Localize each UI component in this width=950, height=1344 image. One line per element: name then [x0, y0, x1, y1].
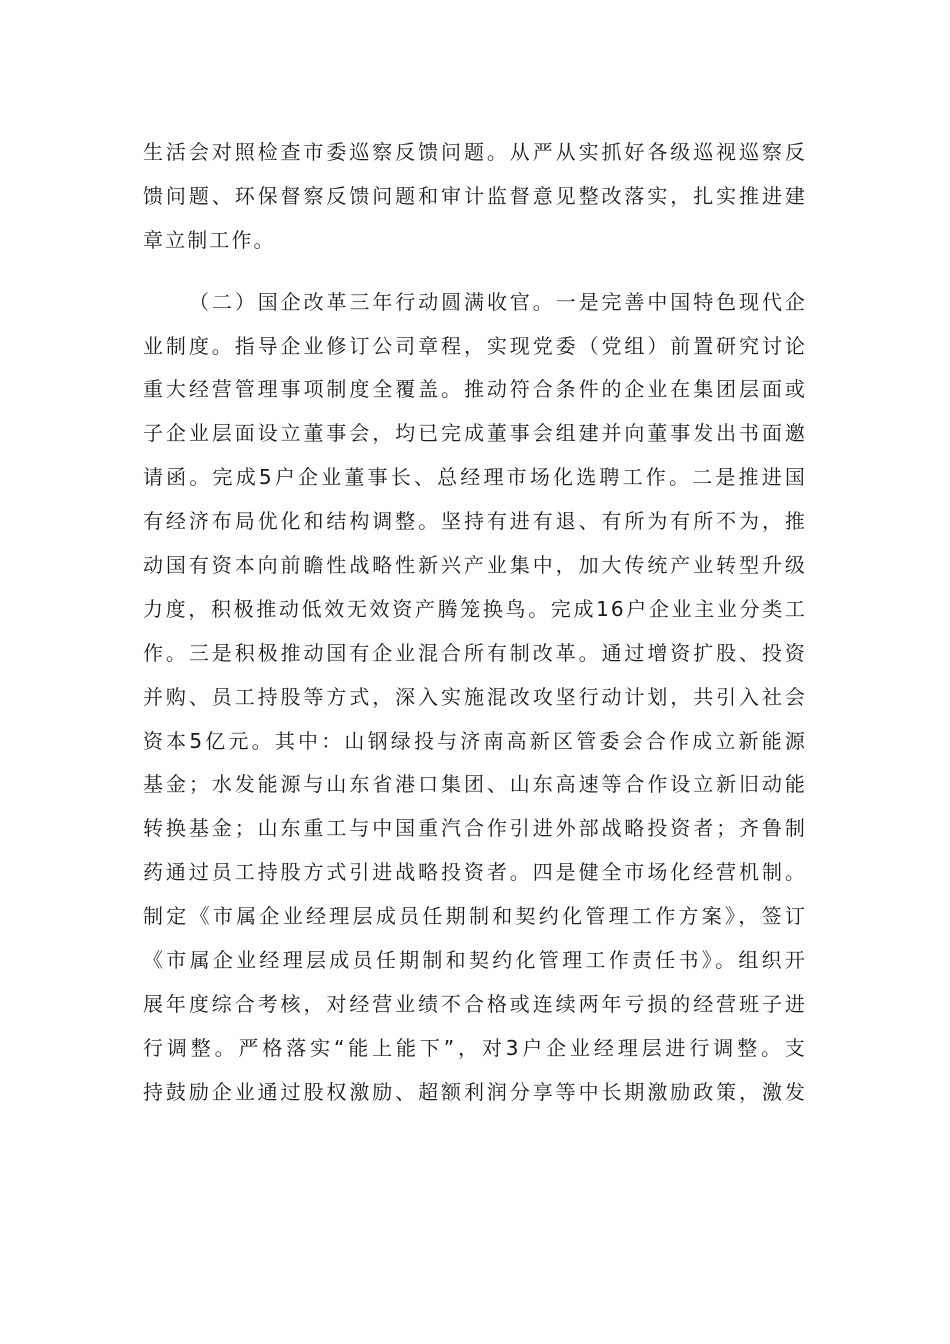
paragraph-line — [143, 1202, 807, 1246]
paragraph-line: 动国有资本向前瞻性战略性新兴产业集中，加大传统产业转型升级 — [143, 553, 807, 578]
paragraph-line: 并购、员工持股等方式，深入实施混改攻坚行动计划，共引入社会 — [143, 684, 807, 709]
paragraph-line: 业制度。指导企业修订公司章程，实现党委（党组）前置研究讨论 — [143, 333, 807, 358]
paragraph-2 — [143, 281, 807, 1290]
paragraph-1 — [143, 131, 807, 263]
paragraph-line: 生活会对照检查市委巡察反馈问题。从严从实抓好各级巡视巡察反 — [143, 140, 807, 164]
paragraph-line: 作。三是积极推动国有企业混合所有制改革。通过增资扩股、投资 — [143, 640, 807, 665]
paragraph-line: 行调整。严格落实“能上能下”，对3户企业经理层进行调整。支 — [143, 1035, 807, 1060]
paragraph-gap — [143, 263, 807, 281]
paragraph-line: 章立制工作。 — [143, 227, 276, 252]
paragraph-line: 力度，积极推动低效无效资产腾笼换鸟。完成16户企业主业分类工 — [143, 596, 807, 621]
paragraph-line: 《市属企业经理层成员任期制和契约化管理工作责任书》。组织开 — [143, 948, 807, 973]
paragraph-line: 有经济布局优化和结构调整。坚持有进有退、有所为有所不为，推 — [143, 509, 807, 534]
document-body — [143, 131, 807, 1290]
paragraph-line: 资本5亿元。其中：山钢绿投与济南高新区管委会合作成立新能源 — [143, 728, 807, 753]
paragraph-line: 展年度综合考核，对经营业绩不合格或连续两年亏损的经营班子进 — [143, 991, 807, 1016]
paragraph-line: 请函。完成5户企业董事长、总经理市场化选聘工作。二是推进国 — [143, 465, 807, 490]
paragraph-line — [143, 1158, 807, 1202]
paragraph-line: 药通过员工持股方式引进战略投资者。四是健全市场化经营机制。 — [143, 860, 807, 885]
paragraph-line: 重大经营管理事项制度全覆盖。推动符合条件的企业在集团层面或 — [143, 377, 807, 402]
paragraph-line: 持鼓励企业通过股权激励、超额利润分享等中长期激励政策，激发 — [143, 1079, 807, 1104]
paragraph-line — [143, 1246, 807, 1290]
paragraph-line: 基金；水发能源与山东省港口集团、山东高速等合作设立新旧动能 — [143, 772, 807, 797]
paragraph-line: 制定《市属企业经理层成员任期制和契约化管理工作方案》，签订 — [143, 904, 807, 929]
paragraph-line: 转换基金；山东重工与中国重汽合作引进外部战略投资者；齐鲁制 — [143, 816, 807, 841]
paragraph-line — [143, 1115, 807, 1159]
paragraph-line: 馈问题、环保督察反馈问题和审计监督意见整改落实，扎实推进建 — [143, 183, 807, 208]
paragraph-line: （二）国企改革三年行动圆满收官。一是完善中国特色现代企 — [189, 289, 807, 314]
paragraph-line: 子企业层面设立董事会，均已完成董事会组建并向董事发出书面邀 — [143, 421, 807, 446]
